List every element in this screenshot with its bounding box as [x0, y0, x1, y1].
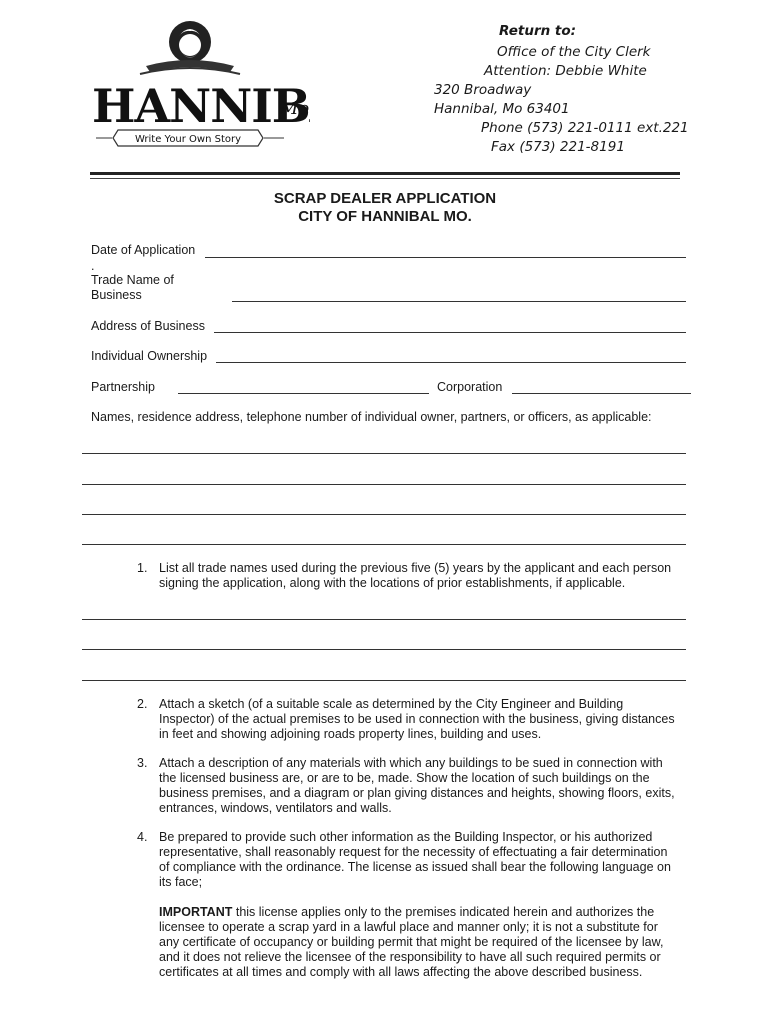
partnership-field[interactable]: [178, 393, 429, 394]
item-number: 3.: [137, 756, 148, 770]
item-2-line-3: in feet and showing adjoining roads property lines, building and uses.: [159, 727, 542, 741]
names-line-2[interactable]: [82, 484, 686, 485]
svg-text:HANNIBAL: HANNIB: [92, 79, 310, 133]
address-field[interactable]: [214, 332, 686, 333]
names-line-4[interactable]: [82, 544, 686, 545]
item-4-line-3: of compliance with the ordinance. The license as issued shall bear the following language on: [159, 860, 671, 874]
trade-names-line-2[interactable]: [82, 649, 686, 650]
form-title: SCRAP DEALER APPLICATION: [273, 190, 497, 207]
names-line-3[interactable]: [82, 514, 686, 515]
return-street: 320 Broadway: [434, 82, 532, 98]
names-instruction: Names, residence address, telephone number of individual owner, partners, or officers, as applicable:: [91, 410, 652, 424]
item-4-line-4: its face;: [159, 875, 203, 889]
item-2-line-2: Inspector) of the actual premises to be used in connection with the business, giving distances: [159, 712, 675, 726]
return-office: Office of the City Clerk: [497, 44, 651, 60]
individual-ownership-label: Individual Ownership: [91, 349, 208, 363]
svg-text:Write Your Own Story: Write Your Own Story: [134, 134, 242, 145]
header-rule-thick: [90, 172, 680, 175]
important-line-4: and it does not relieve the licensee of the responsibility to have all such required permits or: [159, 950, 661, 964]
trade-names-line-3[interactable]: [82, 680, 686, 681]
stray-dot: .: [91, 259, 95, 273]
corporation-label: Corporation: [437, 380, 503, 394]
trade-name-label-1: Trade Name of: [91, 273, 174, 287]
trade-name-label-2: Business: [91, 288, 142, 302]
important-label: IMPORTANT: [159, 905, 233, 919]
item-4-line-2: representative, shall reasonably request for the necessity of effectuating a fair determination: [159, 845, 668, 859]
return-fax: Fax (573) 221-8191: [491, 139, 625, 155]
return-city: Hannibal, Mo 63401: [434, 101, 570, 117]
item-1-line-1: List all trade names used during the previous five (5) years by the applicant and each person: [159, 561, 672, 575]
return-heading: Return to:: [499, 23, 577, 39]
item-number: 4.: [137, 830, 148, 844]
names-line-1[interactable]: [82, 453, 686, 454]
item-3-line-4: entrances, windows, ventilators and walls.: [159, 801, 392, 815]
item-2-line-1: Attach a sketch (of a suitable scale as determined by the City Engineer and Building: [159, 697, 624, 711]
important-first-line: [159, 905, 679, 920]
important-line-5: certificates at all times and comply with all laws affecting the above described business.: [159, 965, 643, 979]
item-number: 2.: [137, 697, 148, 711]
item-3-line-1: Attach a description of any materials with which any buildings to be sued in connection with: [159, 756, 663, 770]
item-1-line-2: signing the application, along with the locations of prior establishments, if applicable.: [159, 576, 626, 590]
date-field[interactable]: [205, 257, 686, 258]
return-attention: Attention: Debbie White: [484, 63, 647, 79]
return-address-block: [0, 18, 770, 158]
corporation-field[interactable]: [512, 393, 691, 394]
svg-text:Mo: Mo: [280, 98, 310, 119]
important-first-line-text: this license applies only to the premises indicated herein and authorizes the: [232, 905, 655, 919]
partnership-label: Partnership: [91, 380, 155, 394]
trade-names-line-1[interactable]: [82, 619, 686, 620]
item-3-line-3: business premises, and a diagram or plan giving distances and heights, showing floors, exits,: [159, 786, 675, 800]
important-line-2: licensee to operate a scrap yard in a lawful place and manner only; it is not a substitute for: [159, 920, 658, 934]
individual-ownership-field[interactable]: [216, 362, 686, 363]
form-subtitle: CITY OF HANNIBAL MO.: [298, 208, 472, 225]
item-3-line-2: the licensed business are, or are to be, made. Show the location of such buildings on the: [159, 771, 650, 785]
item-4-line-1: Be prepared to provide such other information as the Building Inspector, or his authorized: [159, 830, 653, 844]
header-rule-thin: [90, 178, 680, 179]
trade-name-field[interactable]: [232, 301, 686, 302]
item-number: 1.: [137, 561, 148, 575]
date-label: Date of Application: [91, 243, 196, 257]
important-line-3: any certificate of occupancy or building permit that might be required of the licensee by law,: [159, 935, 664, 949]
return-phone: Phone (573) 221-0111 ext.221: [481, 120, 689, 136]
address-label: Address of Business: [91, 319, 205, 333]
